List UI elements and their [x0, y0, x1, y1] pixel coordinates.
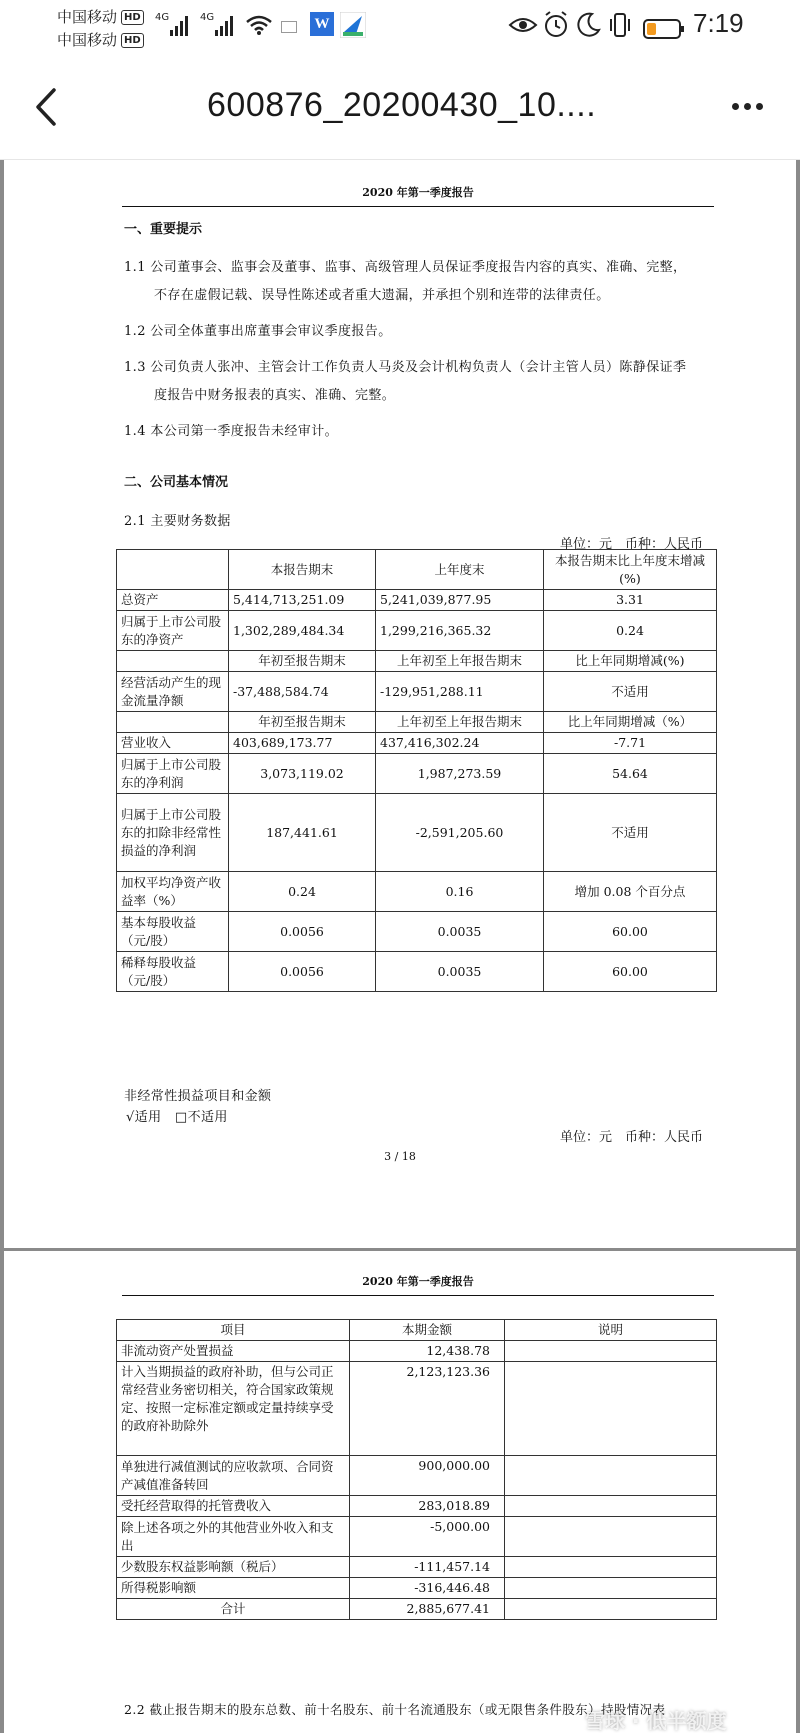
table-header-row — [117, 550, 717, 590]
table-cell: 0.0035 — [376, 912, 544, 952]
table-cell — [505, 1456, 717, 1496]
table-row — [117, 1362, 717, 1456]
table-cell: 0.24 — [229, 872, 376, 912]
pdf-page — [4, 1251, 796, 1733]
table-cell: 受托经营取得的托管费收入 — [117, 1496, 350, 1517]
table-cell: 2,885,677.41 — [350, 1599, 505, 1620]
table-header-row — [117, 712, 717, 733]
signal-icon — [170, 14, 188, 36]
table-cell — [505, 1341, 717, 1362]
wifi-icon — [245, 14, 273, 36]
table-cell: 稀释每股收益（元/股） — [117, 952, 229, 992]
table-cell: 5,241,039,877.95 — [376, 590, 544, 611]
paragraph: 1.3 公司负责人张冲、主管会计工作负责人马炎及会计机构负责人（会计主管人员）陈静保证季 — [124, 360, 687, 375]
table-cell: 基本每股收益（元/股） — [117, 912, 229, 952]
section-title: 二、公司基本情况 — [124, 475, 229, 490]
table-cell: 900,000.00 — [350, 1456, 505, 1496]
table-cell: -111,457.14 — [350, 1557, 505, 1578]
battery-icon — [643, 14, 685, 44]
table-cell — [505, 1578, 717, 1599]
table-row — [117, 1599, 717, 1620]
table-cell: 0.0056 — [229, 952, 376, 992]
table-row — [117, 1578, 717, 1599]
pdf-viewer[interactable] — [0, 160, 800, 1733]
alarm-icon — [542, 10, 570, 40]
nonrecurring-table — [116, 1319, 717, 1620]
section-title: 一、重要提示 — [124, 222, 203, 237]
table-cell: -7.71 — [544, 733, 717, 754]
paragraph: 非经常性损益项目和金额 — [124, 1089, 272, 1104]
table-cell: 0.16 — [376, 872, 544, 912]
unit-note: 单位：元 币种：人民币 — [560, 1130, 704, 1145]
table-row — [117, 1517, 717, 1557]
table-cell: 1,987,273.59 — [376, 754, 544, 794]
table-cell: -2,591,205.60 — [376, 794, 544, 872]
table-cell — [505, 1599, 717, 1620]
table-cell: 54.64 — [544, 754, 717, 794]
table-cell — [505, 1496, 717, 1517]
table-cell: 营业收入 — [117, 733, 229, 754]
paragraph: 2.2 截止报告期末的股东总数、前十名股东、前十名流通股东（或无限售条件股东）持股情况表 — [124, 1702, 666, 1717]
document-title: 600876_20200430_10.... — [207, 86, 597, 124]
financial-table — [116, 549, 717, 992]
table-cell: 本期金额 — [350, 1320, 505, 1341]
table-cell: 归属于上市公司股东的净利润 — [117, 754, 229, 794]
paragraph: 1.4 本公司第一季度报告未经审计。 — [124, 424, 339, 439]
vibrate-icon — [607, 10, 633, 40]
table-cell: -129,951,288.11 — [376, 672, 544, 712]
table-cell: 3.31 — [544, 590, 717, 611]
table-cell: 0.24 — [544, 611, 717, 651]
table-cell: 比上年同期增减(%) — [544, 651, 717, 672]
unit-note: 单位：元 币种：人民币 — [560, 537, 704, 552]
paragraph: 2.1 主要财务数据 — [124, 514, 231, 529]
table-cell: 除上述各项之外的其他营业外收入和支出 — [117, 1517, 350, 1557]
table-cell: 合计 — [117, 1599, 350, 1620]
table-row — [117, 590, 717, 611]
table-header-row — [117, 651, 717, 672]
moon-icon — [576, 10, 602, 40]
paragraph: 度报告中财务报表的真实、准确、完整。 — [154, 388, 396, 403]
table-cell — [117, 550, 229, 590]
table-cell: 不适用 — [544, 794, 717, 872]
table-row — [117, 754, 717, 794]
table-row — [117, 1557, 717, 1578]
table-cell: 经营活动产生的现金流量净额 — [117, 672, 229, 712]
table-cell: 年初至报告期末 — [229, 651, 376, 672]
table-cell: 本报告期末比上年度末增减(%) — [544, 550, 717, 590]
table-cell: 少数股东权益影响额（税后） — [117, 1557, 350, 1578]
table-cell: 说明 — [505, 1320, 717, 1341]
table-cell: 加权平均净资产收益率（%） — [117, 872, 229, 912]
table-row — [117, 1496, 717, 1517]
table-cell — [117, 712, 229, 733]
table-cell: 所得税影响额 — [117, 1578, 350, 1599]
table-cell: 增加 0.08 个百分点 — [544, 872, 717, 912]
table-cell — [505, 1517, 717, 1557]
eye-icon — [508, 10, 538, 40]
table-cell: 5,414,713,251.09 — [229, 590, 376, 611]
table-cell: 3,073,119.02 — [229, 754, 376, 794]
carrier-label: 中国移动 HD — [57, 29, 144, 50]
table-cell: -37,488,584.74 — [229, 672, 376, 712]
table-cell: 归属于上市公司股东的净资产 — [117, 611, 229, 651]
back-icon[interactable] — [30, 86, 62, 128]
table-cell: 0.0035 — [376, 952, 544, 992]
table-row — [117, 1341, 717, 1362]
table-cell: 12,438.78 — [350, 1341, 505, 1362]
table-row — [117, 733, 717, 754]
carrier-label: 中国移动 HD — [57, 6, 144, 27]
table-row — [117, 872, 717, 912]
watermark: 雪球 · 低半额度 — [585, 1709, 727, 1733]
table-cell: 0.0056 — [229, 912, 376, 952]
table-cell: 上年初至上年报告期末 — [376, 651, 544, 672]
table-cell: 1,299,216,365.32 — [376, 611, 544, 651]
table-row — [117, 952, 717, 992]
table-row — [117, 611, 717, 651]
page-header: 2020 年第一季度报告 — [122, 1273, 714, 1296]
table-cell: 比上年同期增减（%） — [544, 712, 717, 733]
more-options-icon[interactable] — [732, 103, 763, 110]
table-header-row — [117, 1320, 717, 1341]
table-row — [117, 794, 717, 872]
app-notification-icon — [340, 12, 366, 38]
table-cell: 403,689,173.77 — [229, 733, 376, 754]
app-bar — [0, 56, 800, 160]
table-cell: 187,441.61 — [229, 794, 376, 872]
table-row — [117, 672, 717, 712]
table-cell: 283,018.89 — [350, 1496, 505, 1517]
paragraph: 1.1 公司董事会、监事会及董事、监事、高级管理人员保证季度报告内容的真实、准确、完整， — [124, 260, 687, 275]
table-cell: 60.00 — [544, 952, 717, 992]
status-bar — [0, 0, 800, 56]
app-w-icon: W — [310, 12, 334, 36]
applicable-checkbox: √适用 □不适用 — [126, 1110, 228, 1125]
page-number: 3 / 18 — [384, 1150, 416, 1163]
table-cell — [505, 1362, 717, 1456]
table-cell: -5,000.00 — [350, 1517, 505, 1557]
table-cell: 年初至报告期末 — [229, 712, 376, 733]
pdf-page — [4, 160, 796, 1248]
network-type: 4G — [155, 12, 170, 23]
table-cell: 归属于上市公司股东的扣除非经常性损益的净利润 — [117, 794, 229, 872]
table-cell: 2,123,123.36 — [350, 1362, 505, 1456]
paragraph: 不存在虚假记载、误导性陈述或者重大遗漏，并承担个别和连带的法律责任。 — [154, 288, 610, 303]
table-row — [117, 912, 717, 952]
table-cell: 60.00 — [544, 912, 717, 952]
table-cell: 单独进行减值测试的应收款项、合同资产减值准备转回 — [117, 1456, 350, 1496]
table-cell: 1,302,289,484.34 — [229, 611, 376, 651]
page-header: 2020 年第一季度报告 — [122, 184, 714, 207]
table-cell: 计入当期损益的政府补助，但与公司正常经营业务密切相关，符合国家政策规定、按照一定标准定额或定量持续享受的政府补助除外 — [117, 1362, 350, 1456]
network-type: 4G — [200, 12, 215, 23]
table-cell: 总资产 — [117, 590, 229, 611]
mail-icon — [281, 21, 297, 33]
table-cell: 437,416,302.24 — [376, 733, 544, 754]
table-cell: 非流动资产处置损益 — [117, 1341, 350, 1362]
table-cell — [505, 1557, 717, 1578]
signal-icon — [215, 14, 233, 36]
table-cell: 上年度末 — [376, 550, 544, 590]
table-row — [117, 1456, 717, 1496]
table-cell: 项目 — [117, 1320, 350, 1341]
table-cell: -316,446.48 — [350, 1578, 505, 1599]
table-cell: 上年初至上年报告期末 — [376, 712, 544, 733]
clock: 7:19 — [693, 8, 744, 38]
paragraph: 1.2 公司全体董事出席董事会审议季度报告。 — [124, 324, 392, 339]
table-cell: 本报告期末 — [229, 550, 376, 590]
table-cell: 不适用 — [544, 672, 717, 712]
table-cell — [117, 651, 229, 672]
